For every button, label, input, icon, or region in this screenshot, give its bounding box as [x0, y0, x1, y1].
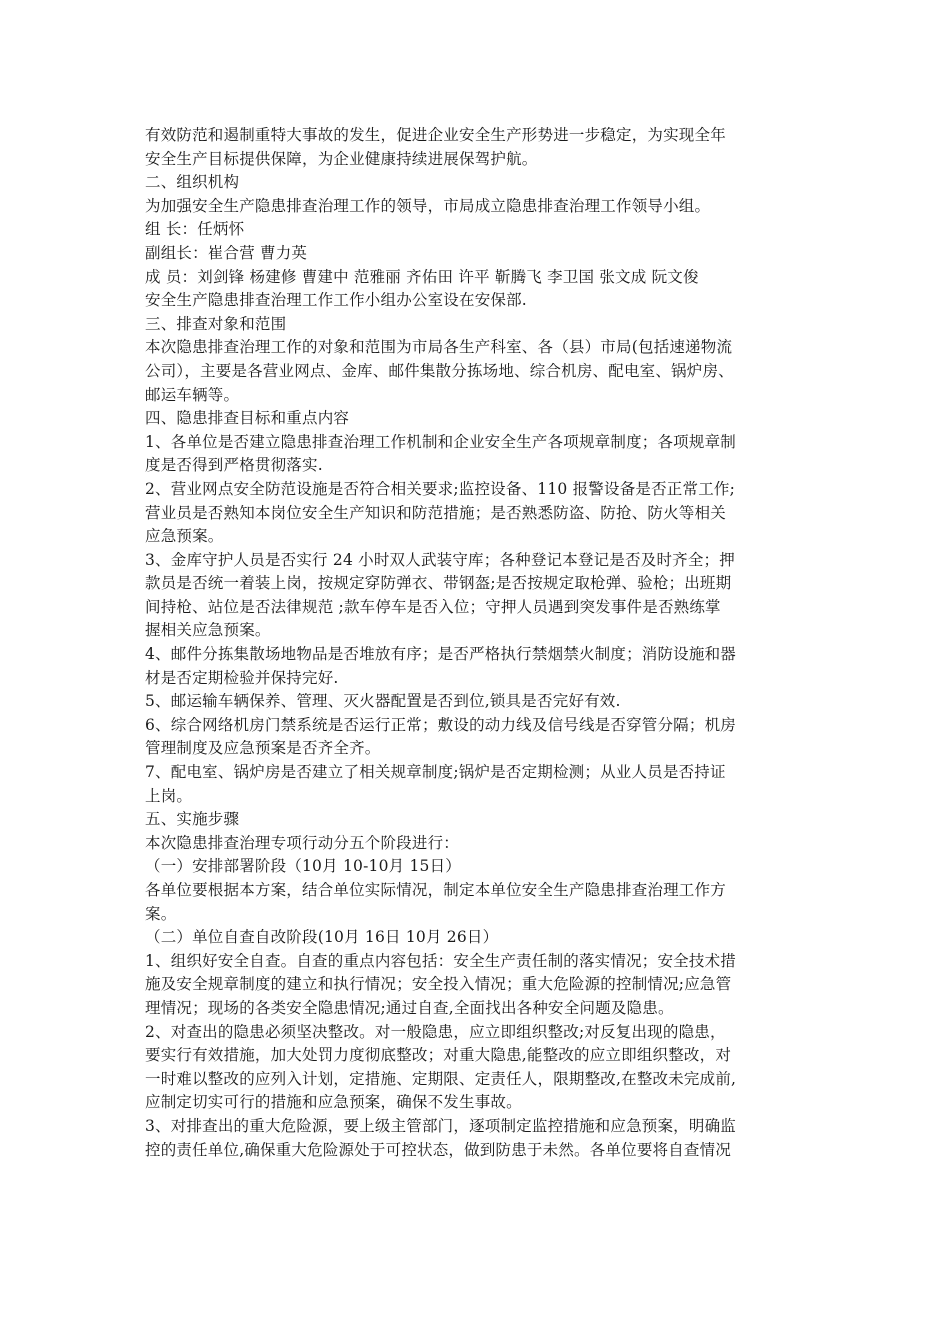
text-line: 3、金库守护人员是否实行 24 小时双人武装守库；各种登记本登记是否及时齐全；押: [145, 550, 735, 569]
text-line: 7、配电室、锅炉房是否建立了相关规章制度;锅炉是否定期检测；从业人员是否持证: [145, 763, 726, 782]
text-line: 间持枪、站位是否法律规范 ;款车停车是否入位；守押人员遇到突发事件是否熟练掌: [145, 597, 721, 616]
document-body: [145, 124, 815, 1162]
text-line: 要实行有效措施，加大处罚力度彻底整改；对重大隐患,能整改的应立即组织整改，对: [145, 1046, 732, 1065]
text-line: 款员是否统一着装上岗，按规定穿防弹衣、带钢盔;是否按规定取枪弹、验枪；出班期: [145, 574, 732, 593]
text-line: 控的责任单位,确保重大危险源处于可控状态，做到防患于未然。各单位要将自查情况: [145, 1140, 732, 1159]
text-line: （二）单位自查自改阶段(10月 16日 10月 26日）: [145, 928, 499, 947]
text-line: 1、各单位是否建立隐患排查治理工作机制和企业安全生产各项规章制度；各项规章制: [145, 432, 736, 451]
text-line: 2、对查出的隐患必须坚决整改。对一般隐患，应立即组织整改;对反复出现的隐患，: [145, 1022, 726, 1041]
text-line: 各单位要根据本方案，结合单位实际情况，制定本单位安全生产隐患排查治理工作方: [145, 881, 726, 899]
text-line: 1、组织好安全自查。自查的重点内容包括：安全生产责任制的落实情况；安全技术措: [145, 951, 736, 970]
text-line: 管理制度及应急预案是否齐全齐。: [145, 739, 381, 758]
text-line: 三、排查对象和范围: [145, 314, 287, 333]
text-line: 施及安全规章制度的建立和执行情况；安全投入情况；重大危险源的控制情况;应急管: [145, 975, 732, 994]
text-line: 案。: [145, 904, 177, 923]
text-line: 四、隐患排查目标和重点内容: [145, 409, 350, 428]
text-line: 3、对排查出的重大危险源，要上级主管部门，逐项制定监控措施和应急预案，明确监: [145, 1116, 736, 1135]
text-line: 二、组织机构: [145, 173, 240, 192]
text-line: 度是否得到严格贯彻落实.: [145, 456, 323, 475]
text-line: 邮运车辆等。: [145, 385, 240, 404]
text-line: 2、营业网点安全防范设施是否符合相关要求;监控设备、110 报警设备是否正常工作;: [145, 479, 736, 498]
text-line: 营业员是否熟知本岗位安全生产知识和防范措施；是否熟悉防盗、防抢、防火等相关: [145, 503, 726, 522]
text-line: 为加强安全生产隐患排查治理工作的领导，市局成立隐患排查治理工作领导小组。: [145, 196, 711, 215]
text-line: 握相关应急预案。: [145, 621, 271, 640]
text-line: 4、邮件分拣集散场地物品是否堆放有序；是否严格执行禁烟禁火制度；消防设施和器: [145, 645, 736, 664]
text-line: 组 长：任炳怀: [145, 220, 245, 239]
text-line: 本次隐患排查治理专项行动分五个阶段进行：: [145, 833, 460, 852]
text-line: 理情况；现场的各类安全隐患情况;通过自查,全面找出各种安全问题及隐患。: [145, 998, 674, 1017]
text-line: 5、邮运输车辆保养、管理、灭火器配置是否到位,锁具是否完好有效.: [145, 692, 621, 711]
text-line: 本次隐患排查治理工作的对象和范围为市局各生产科室、各（县）市局(包括速递物流: [145, 338, 733, 357]
text-line: 安全生产隐患排查治理工作工作小组办公室设在安保部.: [145, 291, 527, 310]
text-line: 副组长：崔合营 曹力英: [145, 243, 308, 262]
text-line: （一）安排部署阶段（10月 10-10月 15日）: [145, 857, 461, 876]
text-line: 五、实施步骤: [145, 810, 240, 829]
text-line: 6、综合网络机房门禁系统是否运行正常；敷设的动力线及信号线是否穿管分隔；机房: [145, 715, 736, 734]
text-line: 上岗。: [145, 786, 193, 805]
text-line: 公司），主要是各营业网点、金库、邮件集散分拣场地、综合机房、配电室、锅炉房、: [145, 361, 734, 380]
text-line: 应急预案。: [145, 527, 224, 546]
text-line: 一时难以整改的应列入计划，定措施、定期限、定责任人，限期整改,在整改未完成前,: [145, 1069, 737, 1088]
text-line: 有效防范和遏制重特大事故的发生，促进企业安全生产形势进一步稳定，为实现全年: [145, 126, 726, 144]
text-line: 成 员：刘剑锋 杨建修 曹建中 范雅丽 齐佑田 许平 靳腾飞 李卫国 张文成 阮文俊: [145, 267, 699, 286]
text-line: 安全生产目标提供保障，为企业健康持续进展保驾护航。: [145, 149, 538, 168]
text-line: 材是否定期检验并保持完好.: [145, 668, 339, 687]
text-line: 应制定切实可行的措施和应急预案，确保不发生事故。: [145, 1093, 522, 1112]
